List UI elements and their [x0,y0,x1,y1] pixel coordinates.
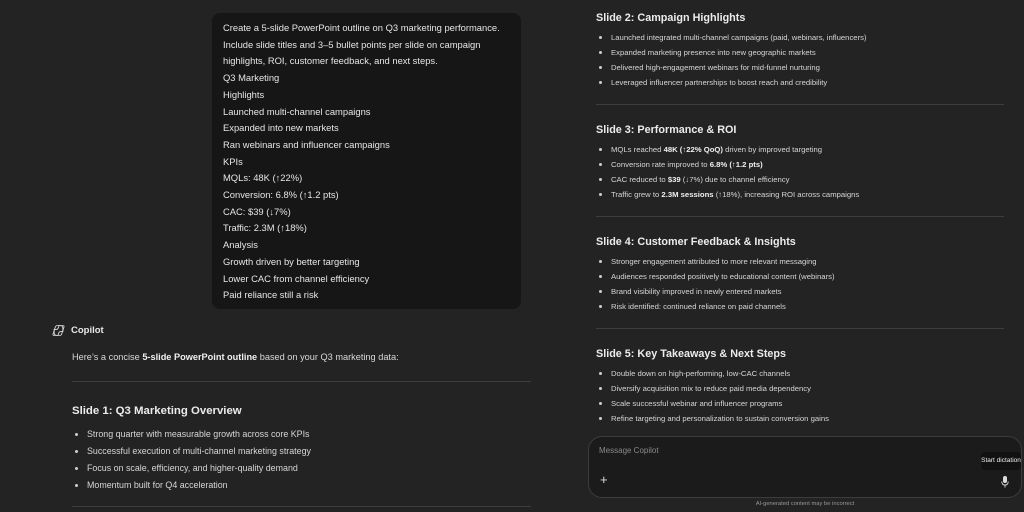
divider [596,216,1004,217]
list-item: Strong quarter with measurable growth across core KPIs [72,426,311,443]
bullet-text: Conversion rate improved to [611,160,710,169]
list-item: Leveraged influencer partnerships to boost reach and credibility [596,75,867,90]
list-item [596,142,859,157]
list-item [596,187,859,202]
message-composer[interactable] [588,436,1022,498]
assistant-name: Copilot [71,325,104,336]
bullet-text: CAC reduced to [611,175,668,184]
user-message-line: MQLs: 48K (↑22%) [223,172,303,184]
slide-3-title: Slide 3: Performance & ROI [596,124,737,136]
user-message-line: Paid reliance still a risk [223,289,319,301]
bullet-highlight: 2.3M sessions [661,190,714,199]
user-message-line: Analysis [223,239,258,251]
user-message-line: Include slide titles and 3–5 bullet points per slide on campaign [223,38,481,50]
user-message-line: Create a 5-slide PowerPoint outline on Q3 marketing performance. [223,22,500,33]
slide-2-bullets [596,30,867,90]
bullet-text: (↑18%), increasing ROI across campaigns [713,190,860,199]
list-item: Delivered high-engagement webinars for mid-funnel nurturing [596,60,867,75]
slide-1-bullets [72,426,311,494]
intro-bold: 5-slide PowerPoint outline [142,352,258,362]
user-message-bubble [212,13,521,309]
user-message-line: Highlights [223,88,265,100]
message-input[interactable]: Message Copilot [599,446,659,455]
ai-disclaimer: AI-generated content may be incorrect [755,501,855,507]
user-message-line: Ran webinars and influencer campaigns [223,138,390,150]
list-item: Diversify acquisition mix to reduce paid media dependency [596,381,829,396]
assistant-header [52,324,104,337]
bullet-highlight: 6.8% (↑1.2 pts) [709,160,763,169]
divider [596,104,1004,105]
bullet-text: MQLs reached [611,145,664,154]
list-item: Audiences responded positively to educational content (webinars) [596,269,835,284]
list-item: Successful execution of multi-channel marketing strategy [72,443,311,460]
list-item: Double down on high-performing, low-CAC channels [596,366,829,381]
slide-5-title: Slide 5: Key Takeaways & Next Steps [596,348,787,360]
list-item: Stronger engagement attributed to more relevant messaging [596,254,835,269]
list-item: Scale successful webinar and influencer programs [596,396,829,411]
list-item: Launched integrated multi-channel campaigns (paid, webinars, influencers) [596,30,867,45]
user-message-line: Growth driven by better targeting [223,255,360,267]
list-item [596,157,859,172]
list-item [596,172,859,187]
user-message-line: Q3 Marketing [223,72,280,84]
assistant-intro [72,352,399,362]
bullet-text: Traffic grew to [611,190,662,199]
slide-3-bullets [596,142,859,202]
bullet-text: driven by improved targeting [722,145,823,154]
bullet-highlight: 48K (↑22% QoQ) [663,145,723,154]
user-message-line: Lower CAC from channel efficiency [223,272,370,284]
intro-suffix: based on your Q3 marketing data: [257,352,399,362]
slide-5-bullets [596,366,829,426]
user-message-line: Conversion: 6.8% (↑1.2 pts) [223,189,339,201]
slide-4-bullets [596,254,835,314]
copilot-logo-icon [52,324,65,337]
intro-prefix: Here’s a concise [72,352,143,362]
user-message-line: KPIs [223,155,243,167]
dictation-tooltip: Start dictation [981,452,1021,470]
plus-icon[interactable]: + [600,472,608,487]
list-item: Expanded marketing presence into new geographic markets [596,45,867,60]
slide-4-title: Slide 4: Customer Feedback & Insights [596,236,796,248]
divider [72,381,531,382]
user-message-line: highlights, ROI, customer feedback, and next steps. [223,55,438,67]
slide-1-title: Slide 1: Q3 Marketing Overview [72,405,242,417]
list-item: Refine targeting and personalization to sustain conversion gains [596,411,829,426]
user-message-line: CAC: $39 (↓7%) [223,205,291,217]
user-message-line: Launched multi-channel campaigns [223,105,371,117]
microphone-icon[interactable] [1001,476,1009,488]
divider [596,328,1004,329]
slide-2-title: Slide 2: Campaign Highlights [596,12,746,24]
user-message-line: Expanded into new markets [223,122,339,134]
list-item: Focus on scale, efficiency, and higher-quality demand [72,460,311,477]
list-item: Brand visibility improved in newly entered markets [596,284,835,299]
divider [72,506,531,507]
bullet-text: (↓7%) due to channel efficiency [680,175,790,184]
list-item: Risk identified: continued reliance on paid channels [596,299,835,314]
bullet-highlight: $39 [667,175,681,184]
list-item: Momentum built for Q4 acceleration [72,477,311,494]
user-message-line: Traffic: 2.3M (↑18%) [223,222,307,234]
